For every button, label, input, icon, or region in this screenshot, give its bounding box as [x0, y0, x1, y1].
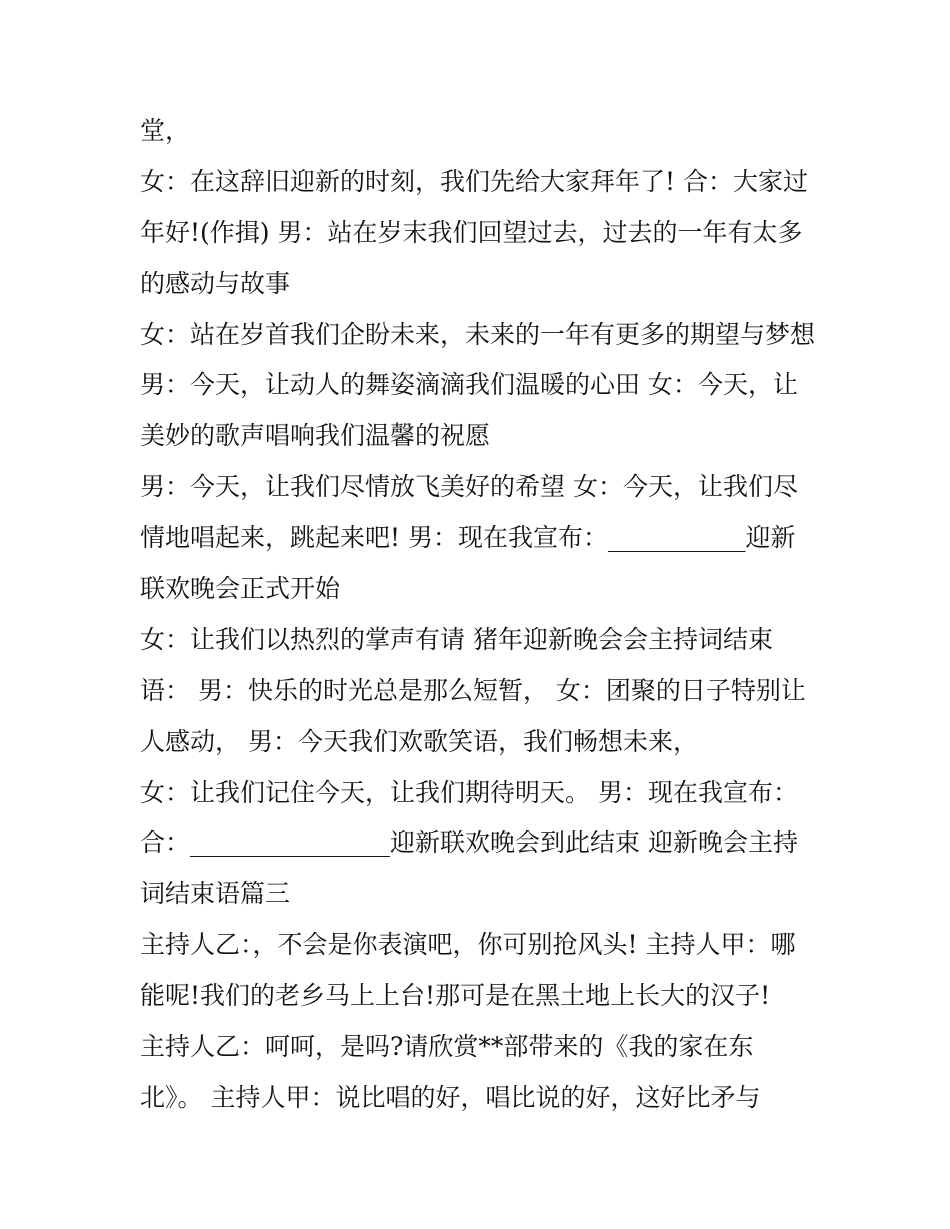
document-body [140, 106, 820, 1124]
text-line: 堂， [140, 116, 191, 145]
text-line: 美妙的歌声唱响我们温馨的祝愿 [140, 421, 491, 451]
text-line: 女：让我们以热烈的掌声有请 猪年迎新晚会会主持词结束 [140, 624, 773, 654]
text-line: 合：________________迎新联欢晚会到此结束 迎新晚会主持 [140, 828, 798, 858]
text-line: 语： 男：快乐的时光总是那么短暂， 女：团聚的日子特别让 [140, 675, 806, 705]
text-line: 男：今天，让我们尽情放飞美好的希望 女：今天，让我们尽 [140, 472, 798, 502]
text-line: 男：今天，让动人的舞姿滴滴我们温暖的心田 女：今天，让 [140, 370, 798, 400]
text-line: 人感动， 男：今天我们欢歌笑语，我们畅想未来， [140, 726, 698, 756]
text-line: 联欢晚会正式开始 [140, 574, 341, 604]
text-line: 年好!(作揖) 男：站在岁末我们回望过去，过去的一年有太多 [140, 217, 803, 247]
text-line: 主持人乙：呵呵，是吗?请欣赏**部带来的《我的家在东 [140, 1032, 754, 1062]
text-line: 女：在这辞旧迎新的时刻，我们先给大家拜年了! 合：大家过 [140, 166, 808, 196]
text-line: 词结束语篇三 [140, 879, 291, 909]
text-line: 女：让我们记住今天，让我们期待明天。 男：现在我宣布： [140, 777, 798, 807]
text-line: 能呢!我们的老乡马上上台!那可是在黑土地上长大的汉子! [140, 981, 771, 1011]
text-line: 情地唱起来，跳起来吧! 男：现在我宣布：___________迎新 [140, 523, 796, 553]
text-line: 的感动与故事 [140, 268, 291, 298]
text-line: 北》。 主持人甲：说比唱的好，唱比说的好，这好比矛与 [140, 1082, 761, 1112]
text-line: 女：站在岁首我们企盼未来，未来的一年有更多的期望与梦想 [140, 319, 816, 349]
text-line: 主持人乙：，不会是你表演吧，你可别抢风头! 主持人甲：哪 [140, 930, 796, 960]
